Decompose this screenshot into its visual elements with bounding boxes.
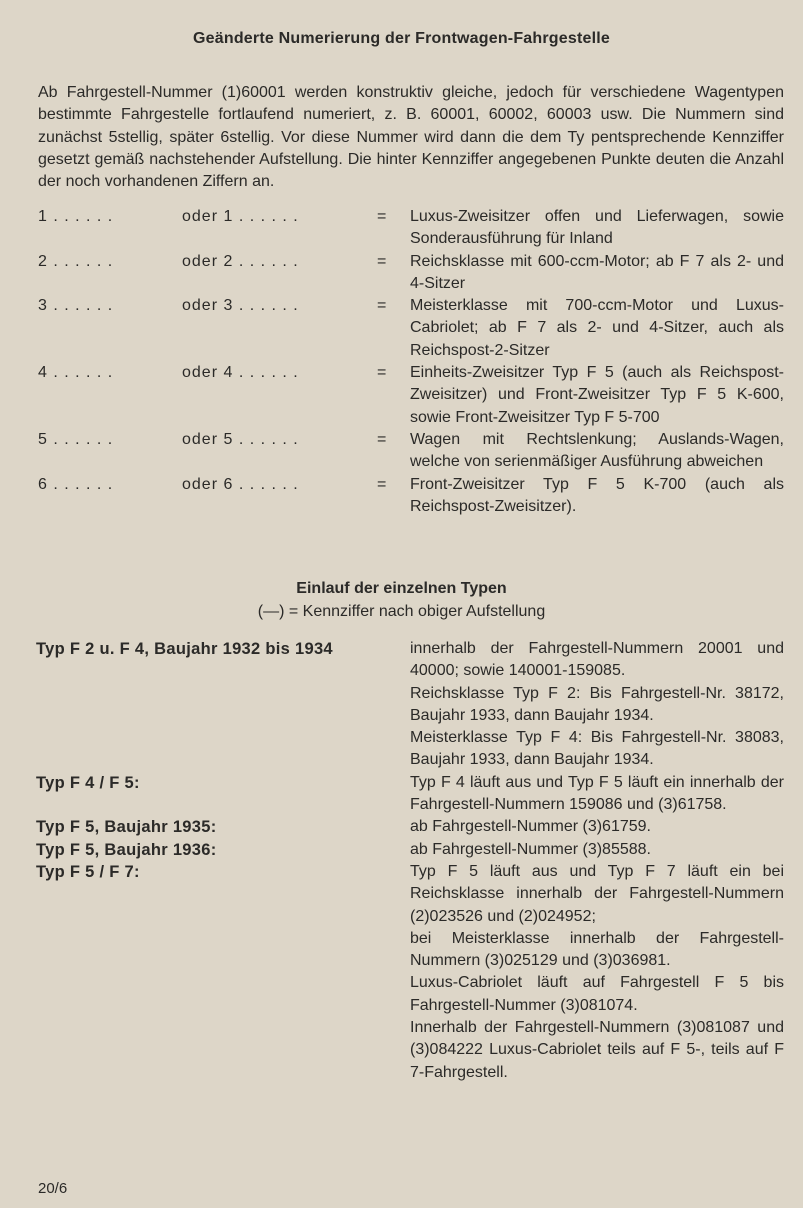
code-list-item (38, 429, 784, 474)
type-description (410, 839, 784, 861)
type-description-line: ab Fahrgestell-Nummer (3)61759. (410, 818, 651, 836)
type-description-line: Luxus-Cabriolet läuft auf Fahrgestell F 5 bis Fahrgestell-Nummer (3)081074. (410, 974, 784, 1014)
page-title: Geänderte Numerierung der Frontwagen-Fahrgestelle (193, 30, 610, 47)
type-description-line: Innerhalb der Fahrgestell-Nummern (3)081087 und (3)084222 Luxus-Cabriolet teils auf F 5-, teils auf F 7-Fahrgestell. (410, 1019, 784, 1081)
intro-paragraph: Ab Fahrgestell-Nummer (1)60001 werden konstruktiv gleiche, jedoch für verschiedene Wagentypen bestimmte Fahrgestelle fortlaufend numeriert, z. B. 60001, 60002, 60003 usw. Die Nummern sind zunächst 5stellig, später 6stellig. Vor diese Nummer wird dann die dem Ty pentsprechende Kennziffer gesetzt gemäß nachstehender Aufstellung. Die hinter Kennziffer angegebenen Punkte deuten die Anzahl der noch vorhandenen Ziffern an. (38, 84, 784, 191)
type-label: Typ F 5 / F 7: (36, 862, 140, 881)
code-list (38, 206, 784, 518)
code-description: Front-Zweisitzer Typ F 5 K-700 (auch als Reichspost-Zweisitzer). (410, 475, 784, 515)
code-description: Meisterklasse mit 700-ccm-Motor und Luxus-Cabriolet; ab F 7 als 2- und 4-Sitzer, auch als Reichspost-2-Sitzer (410, 297, 784, 359)
types-heading: Einlauf der einzelnen Typen (296, 580, 507, 597)
code-alternative: oder 5 . . . . . . (182, 430, 299, 448)
equals-sign: = (377, 364, 387, 382)
type-description (410, 772, 784, 817)
code-number: 6 . . . . . . (38, 475, 114, 493)
code-list-item (38, 474, 784, 519)
type-entry (36, 638, 784, 772)
equals-sign: = (377, 208, 387, 225)
type-description-line: Typ F 4 läuft aus und Typ F 5 läuft ein innerhalb der Fahrgestell-Nummern 159086 und (3)61758. (410, 773, 784, 814)
type-entry (36, 772, 784, 817)
code-list-item (38, 251, 784, 296)
type-label: Typ F 5, Baujahr 1936: (36, 840, 217, 859)
equals-sign: = (377, 475, 387, 493)
type-label: Typ F 5, Baujahr 1935: (36, 818, 217, 837)
code-number: 3 . . . . . . (38, 297, 114, 315)
code-number: 5 . . . . . . (38, 430, 114, 448)
code-number: 1 . . . . . . (38, 208, 114, 225)
type-description (410, 861, 784, 1084)
types-note: (—) = Kennziffer nach obiger Aufstellung (257, 603, 546, 620)
code-list-item (38, 295, 784, 362)
type-description-line: Meisterklasse Typ F 4: Bis Fahrgestell-Nr. 38083, Baujahr 1933, dann Baujahr 1934. (410, 729, 784, 769)
code-description: Einheits-Zweisitzer Typ F 5 (auch als Reichspost-Zweisitzer) und Front-Zweisitzer Typ F 5 K-600, sowie Front-Zweisitzer Typ F 5-700 (410, 364, 784, 426)
type-description-line: Typ F 5 läuft aus und Typ F 7 läuft ein bei Reichsklasse innerhalb der Fahrgestell-Nummern (2)023526 und (2)024952; (410, 862, 784, 925)
equals-sign: = (377, 252, 387, 270)
type-label: Typ F 4 / F 5: (36, 773, 140, 792)
code-description: Reichsklasse mit 600-ccm-Motor; ab F 7 als 2- und 4-Sitzer (410, 252, 784, 292)
equals-sign: = (377, 430, 387, 448)
code-number: 2 . . . . . . (38, 252, 114, 270)
type-description-line: bei Meisterklasse innerhalb der Fahrgestell-Nummern (3)025129 und (3)036981. (410, 929, 784, 970)
type-entry (36, 816, 784, 838)
code-alternative: oder 2 . . . . . . (182, 252, 299, 270)
code-alternative: oder 1 . . . . . . (182, 208, 299, 225)
type-label: Typ F 2 u. F 4, Baujahr 1932 bis 1934 (36, 640, 333, 658)
code-alternative: oder 4 . . . . . . (182, 364, 299, 382)
code-alternative: oder 6 . . . . . . (182, 475, 299, 493)
code-alternative: oder 3 . . . . . . (182, 297, 299, 315)
type-description-line: ab Fahrgestell-Nummer (3)85588. (410, 840, 651, 858)
page-number: 20/6 (38, 1180, 68, 1197)
code-description: Luxus-Zweisitzer offen und Lieferwagen, sowie Sonderausführung für Inland (410, 208, 784, 248)
code-list-item (38, 206, 784, 251)
type-description (410, 816, 784, 838)
type-description-line: Reichsklasse Typ F 2: Bis Fahrgestell-Nr. 38172, Baujahr 1933, dann Baujahr 1934. (410, 684, 784, 724)
type-entry (36, 839, 784, 861)
type-description-line: innerhalb der Fahrgestell-Nummern 20001 und 40000; sowie 140001-159085. (410, 640, 784, 680)
code-number: 4 . . . . . . (38, 364, 114, 382)
types-list (36, 638, 784, 1084)
type-entry (36, 861, 784, 1084)
code-list-item (38, 362, 784, 429)
type-description (410, 638, 784, 772)
equals-sign: = (377, 297, 387, 315)
code-description: Wagen mit Rechtslenkung; Auslands-Wagen, welche von serienmäßiger Ausführung abweichen (410, 430, 784, 471)
